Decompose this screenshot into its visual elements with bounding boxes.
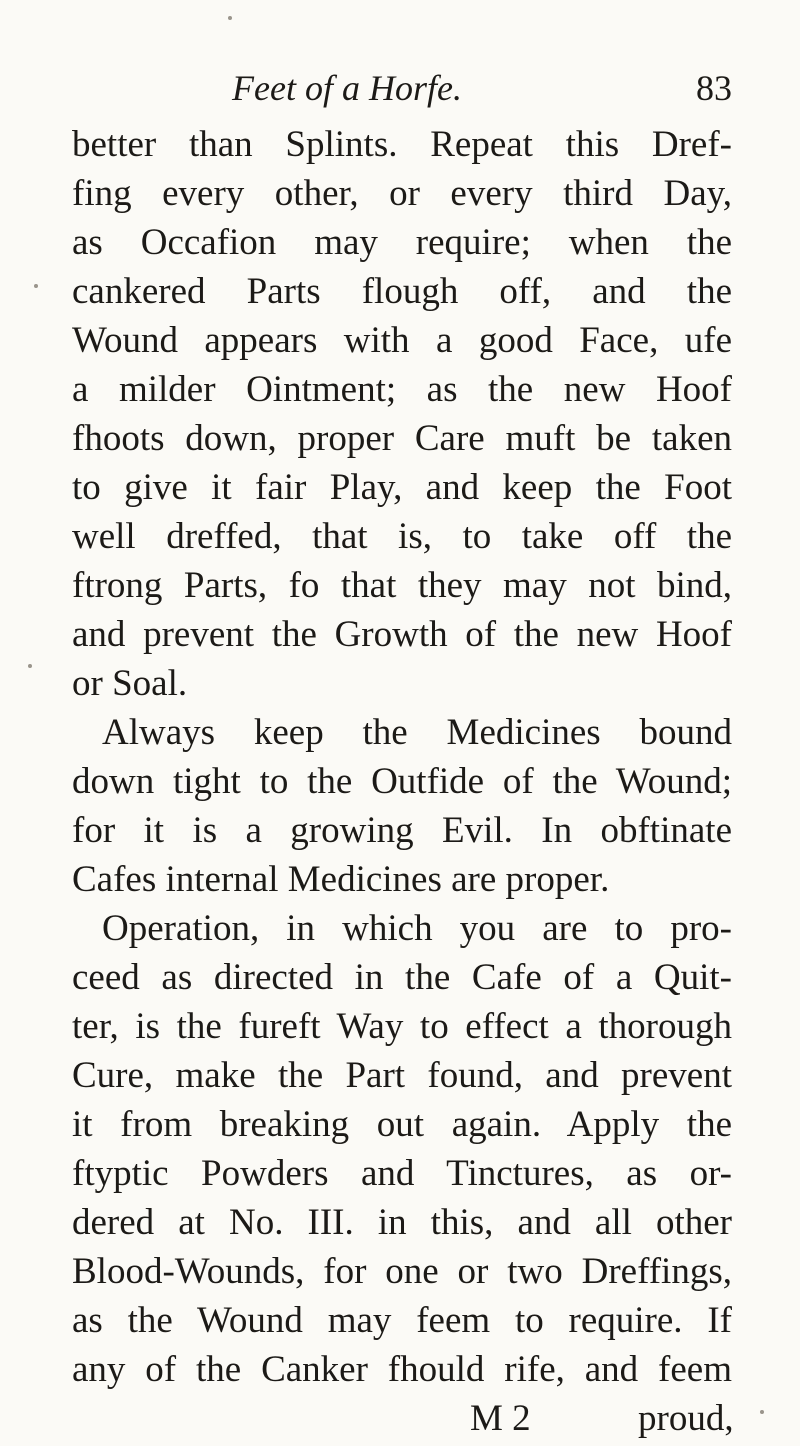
paper-speck [34, 284, 38, 288]
text-line: fhoots down, proper Care muft be taken [72, 418, 732, 459]
text-line: as the Wound may feem to require. If [72, 1300, 732, 1341]
running-title: Feet of a Horfe. [232, 68, 462, 108]
text-line: a milder Ointment; as the new Hoof [72, 369, 732, 410]
text-line: Cure, make the Part found, and prevent [72, 1055, 732, 1096]
text-line: down tight to the Outfide of the Wound; [72, 761, 732, 802]
catchword: proud, [638, 1398, 734, 1439]
text-line: Wound appears with a good Face, ufe [72, 320, 732, 361]
text-line: it from breaking out again. Apply the [72, 1104, 732, 1145]
text-line: as Occafion may require; when the [72, 222, 732, 263]
text-line: Blood-Wounds, for one or two Dreffings, [72, 1251, 732, 1292]
text-line: ter, is the fureft Way to effect a thorough [72, 1006, 732, 1047]
text-line: Always keep the Medicines bound [102, 712, 732, 753]
paper-speck [228, 16, 232, 20]
text-line: and prevent the Growth of the new Hoof [72, 614, 732, 655]
text-line: fing every other, or every third Day, [72, 173, 732, 214]
text-line: Cafes internal Medicines are proper. [72, 859, 610, 900]
text-line: ftrong Parts, fo that they may not bind, [72, 565, 732, 606]
text-line: ftyptic Powders and Tinctures, as or- [72, 1153, 732, 1194]
text-line: ceed as directed in the Cafe of a Quit- [72, 957, 732, 998]
paper-speck [28, 664, 32, 668]
text-line: or Soal. [72, 663, 188, 704]
text-line: dered at No. III. in this, and all other [72, 1202, 732, 1243]
text-line: for it is a growing Evil. In obftinate [72, 810, 732, 851]
text-line: cankered Parts flough off, and the [72, 271, 732, 312]
page-number: 83 [696, 68, 732, 108]
text-line: well dreffed, that is, to take off the [72, 516, 732, 557]
signature-mark: M 2 [470, 1398, 531, 1439]
text-line: Operation, in which you are to pro- [102, 908, 732, 949]
running-header [232, 66, 732, 110]
text-line: any of the Canker fhould rife, and feem [72, 1349, 732, 1390]
paper-speck [760, 1410, 764, 1414]
text-line: to give it fair Play, and keep the Foot [72, 467, 732, 508]
text-line: better than Splints. Repeat this Dref- [72, 124, 732, 165]
